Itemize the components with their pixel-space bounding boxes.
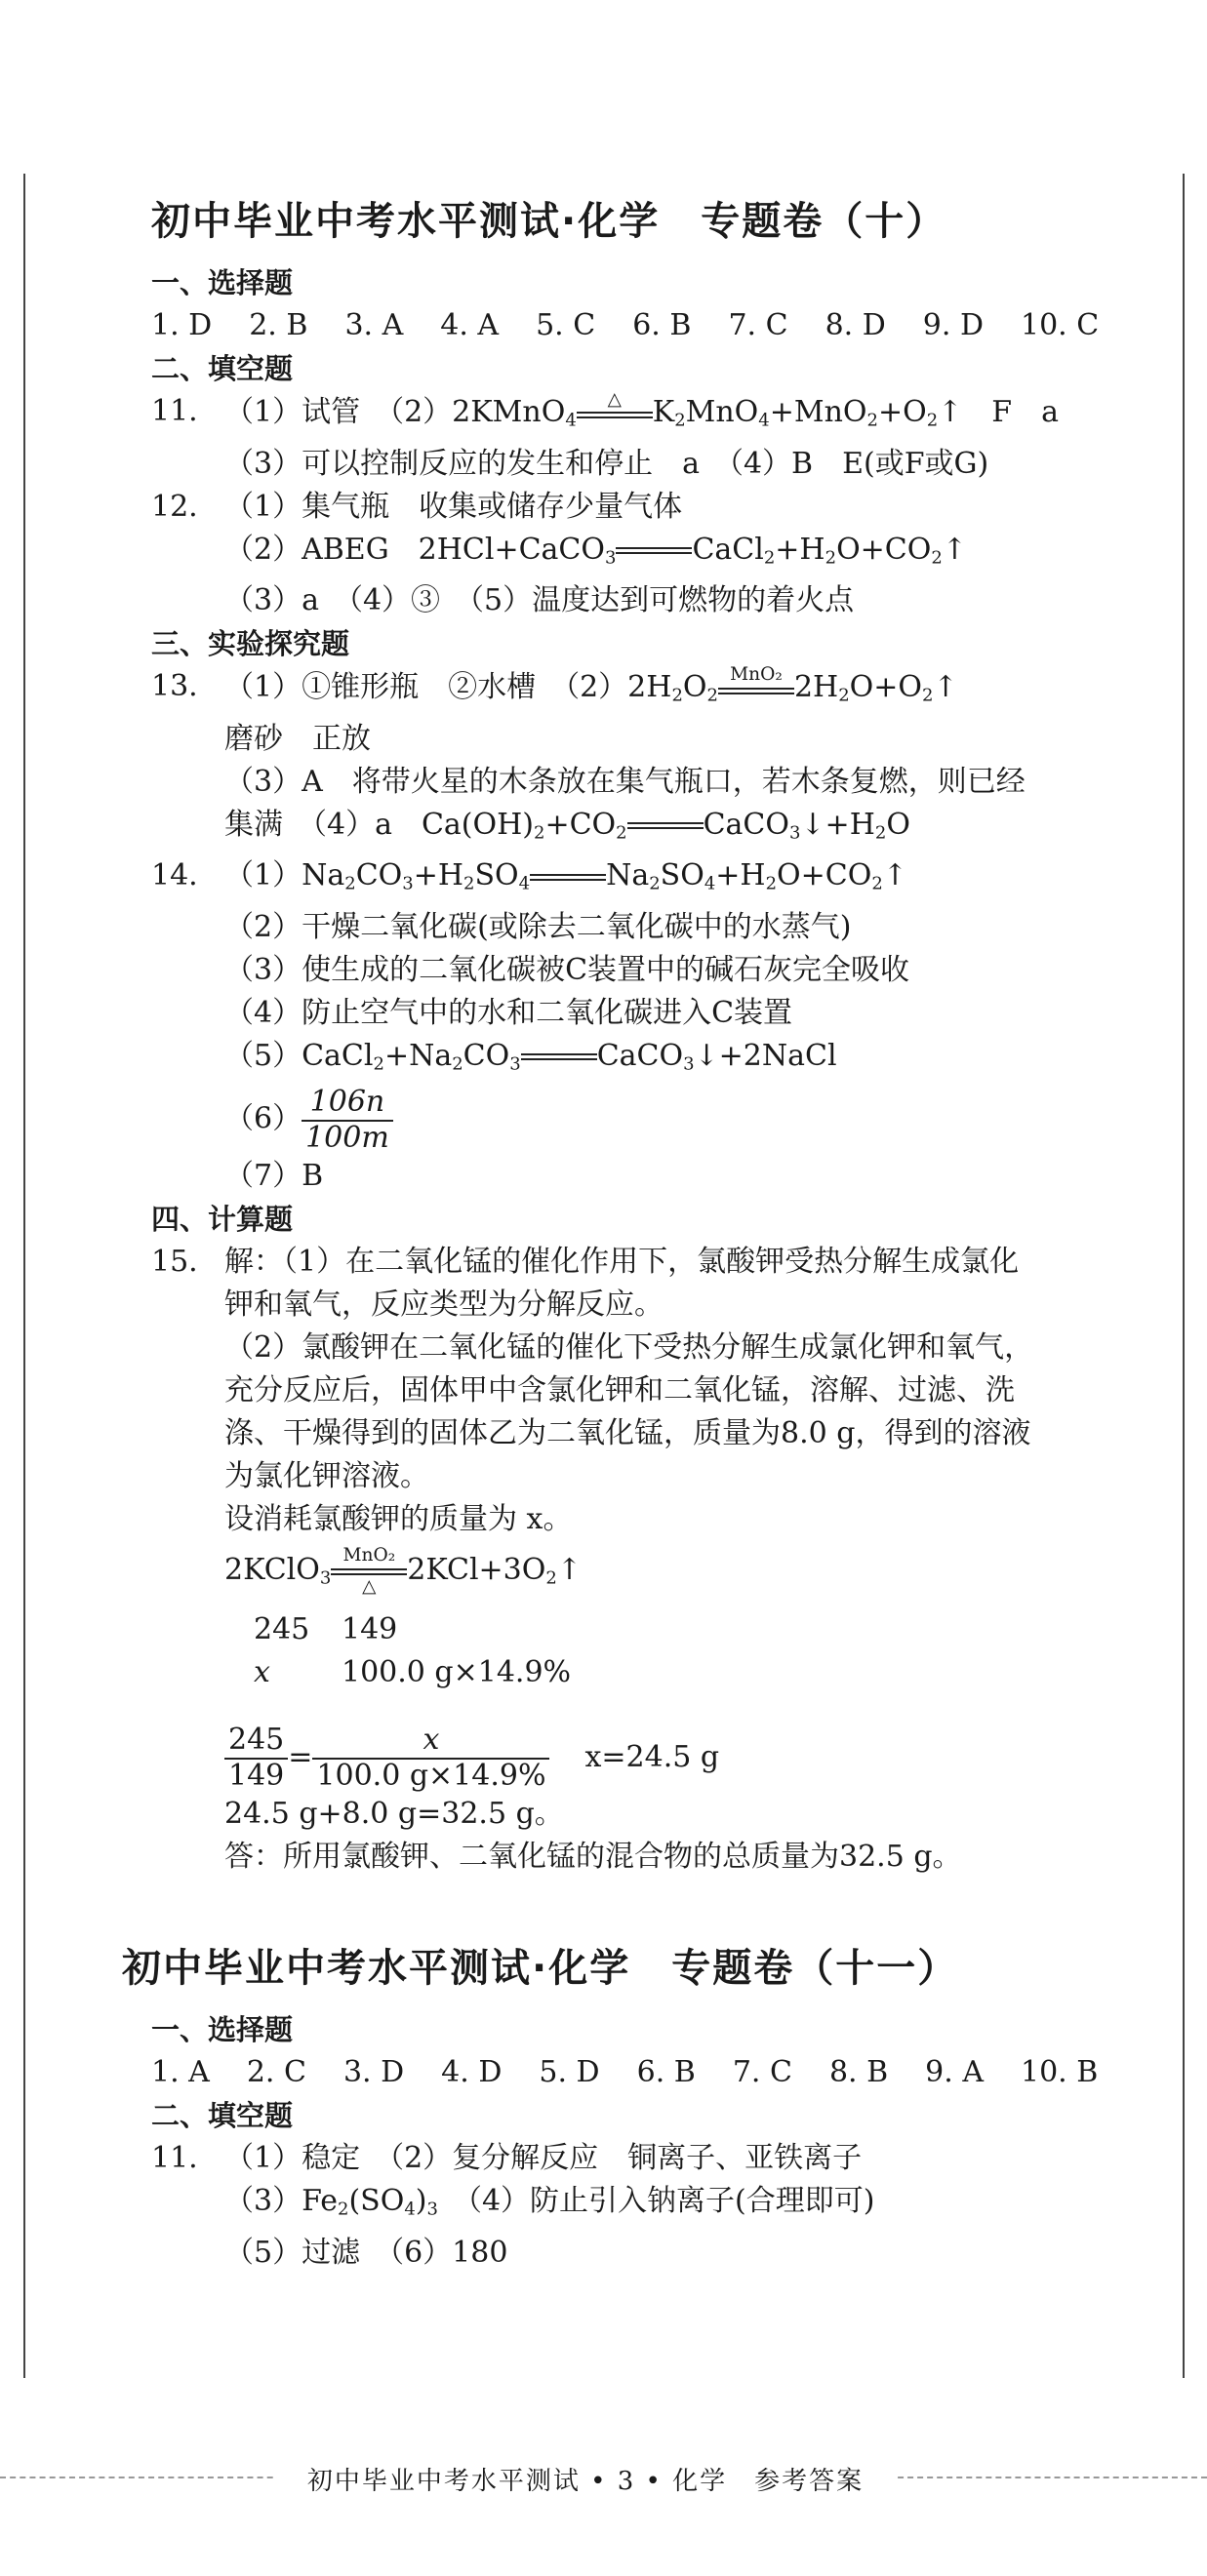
paper-11-title: 初中毕业中考水平测试·化学 专题卷（十一）: [122, 1946, 959, 1992]
p10-q13-line3: （3）A 将带火星的木条放在集气瓶口，若木条复燃，则已经: [224, 764, 1026, 799]
p10-q15-ratio-row1: 245 149: [254, 1611, 398, 1646]
p11-mc-5: 5. D: [539, 2055, 600, 2090]
reaction-equals: [530, 855, 606, 898]
p10-q14: 14. $(1)Na_2CO_3+H_2SO_4$ $Na_2SO_4+H_2O+CO_2↑$ （2）干燥二氧化碳(或除去二氧化碳中的水蒸气) （3）使生成的二氧化碳被C装置中的碱石灰完全吸收 （4）防止空气中的水和二氧化碳进入C装置 $(5)CaCl_2+Na_2CO_3$ CaCO$_3$↓+2NaCl （6） $\frac{106n}{100m}$ （7）B: [151, 854, 1137, 1198]
reaction-equals: [627, 804, 704, 847]
p10-q14-line7: （7）B: [224, 1159, 324, 1194]
paper-10-title: 初中毕业中考水平测试·化学 专题卷（十）: [151, 199, 947, 244]
footer-text: 初中毕业中考水平测试 • 3 • 化学 参考答案: [273, 2461, 898, 2497]
p10-mc-5: 5. C: [536, 308, 596, 342]
p11-mc-7: 7. C: [732, 2055, 792, 2090]
p10-q13-line2: 磨砂 正放: [224, 721, 371, 756]
p10-section-calc: 四、计算题: [151, 1203, 294, 1237]
p11-q11: 11. （1）稳定 （2）复分解反应 铜离子、亚铁离子 $(3)Fe_2(SO_4)_3$ （4）防止引入钠离子(合理即可) （5）过滤 （6）180: [151, 2137, 1137, 2275]
p11-mc-6: 6. B: [636, 2055, 696, 2090]
left-margin-line: [23, 174, 25, 2378]
p10-q14-line6: （6） $\frac{106n}{100m}$: [224, 1086, 1137, 1155]
p10-mc-3: 3. A: [344, 308, 404, 342]
p10-mc-7: 7. C: [728, 308, 788, 342]
p10-section-experiment: 三、实验探究题: [151, 627, 350, 661]
p10-q15-equation: 2KClO$_3$ MnO₂ △ $2KCl+3O_2↑$: [224, 1545, 582, 1597]
fraction: $\frac{x}{100.0 g\times 14.9\%}$: [312, 1724, 549, 1793]
right-margin-line: [1183, 174, 1185, 2378]
p11-q11-line2: $(3)Fe_2(SO_4)_3$ （4）防止引入钠离子(合理即可): [224, 2184, 875, 2220]
p10-q13: 13. （1）①锥形瓶 ②水槽 $(2)2H_2O_2$ MnO₂ $2H_2O+O_2↑$ 磨砂 正放 （3）A 将带火星的木条放在集气瓶口，若木条复燃，则已经 集满 （4）a $Ca(OH)_2+CO_2$ $CaCO_3↓+H_2O$: [151, 665, 1137, 854]
p10-mc-1: 1. D: [151, 308, 213, 342]
p10-q11: 11. （1）试管 （2）2KMnO$_4$ △ $K_2MnO_4+MnO_2+O_2↑$ F a （3）可以控制反应的发生和停止 a （4）B E(或F或G): [151, 390, 1137, 486]
p11-mc-9: 9. A: [925, 2055, 984, 2090]
p10-q12: 12. （1）集气瓶 收集或储存少量气体 （2）ABEG 2HCl+CaCO$_3$ $CaCl_2+H_2O+CO_2↑$ （3）a （4）③ （5）温度达到可燃物的着火点: [151, 486, 1137, 623]
p11-section-fill: 二、填空题: [151, 2099, 294, 2133]
p10-mc-9: 9. D: [922, 308, 984, 342]
p10-section-choice: 一、选择题: [151, 266, 294, 299]
p10-q12-line3: （3）a （4）③ （5）温度达到可燃物的着火点: [224, 583, 855, 618]
p10-q15: 15. 解：（1）在二氧化锰的催化作用下，氯酸钾受热分解生成氯化 钾和氧气，反应类型为分解反应。 （2）氯酸钾在二氧化锰的催化下受热分解生成氯化钾和氧气， 充分反应后，固体甲中含氯化钾和二氧化锰，溶解、过滤、洗 涤、干燥得到的固体乙为二氧化锰，质量为8.0 g，得到的溶液 为氯化钾溶液。 设消耗氯酸钾的质量为 x。 2KClO$_3$ MnO₂ △ $2KCl+3O_2↑$ 245 149 x 100.0 g×14.9% $\frac{245}{149}$ = $\frac{x}{100.0 g\times 14.9\%}$ x=24.5 g 24.5 g+8.0 g=32.5 g。 答：所用氯酸钾、二氧化锰的混合物的总质量为32.5 g。: [151, 1241, 1137, 1879]
p10-mc-6: 6. B: [632, 308, 692, 342]
p10-q12-line1: （1）集气瓶 收集或储存少量气体: [224, 489, 683, 524]
p10-choice-answers: [151, 304, 1137, 347]
p10-q14-line3: （3）使生成的二氧化碳被C装置中的碱石灰完全吸收: [224, 952, 910, 987]
fraction: $\frac{245}{149}$: [224, 1724, 288, 1793]
reaction-equals: [616, 529, 692, 572]
p10-q13-line4: 集满 （4）a $Ca(OH)_2+CO_2$ $CaCO_3↓+H_2O$: [224, 804, 1137, 855]
p11-section-choice: 一、选择题: [151, 2013, 294, 2047]
p10-q12-line2: （2）ABEG 2HCl+CaCO$_3$ $CaCl_2+H_2O+CO_2↑$: [224, 529, 1137, 580]
p10-q11-line2: （3）可以控制反应的发生和停止 a （4）B E(或F或G): [224, 446, 989, 481]
p10-mc-10: 10. C: [1021, 308, 1100, 342]
p11-mc-2: 2. C: [246, 2055, 306, 2090]
answer-content: [122, 190, 1137, 2275]
p11-mc-10: 10. B: [1021, 2055, 1099, 2090]
p11-mc-4: 4. D: [441, 2055, 503, 2090]
p10-section-fill: 二、填空题: [151, 352, 294, 385]
p10-mc-4: 4. A: [440, 308, 500, 342]
p10-q15-ratio-row2: x 100.0 g×14.9%: [254, 1654, 572, 1689]
p11-mc-3: 3. D: [342, 2055, 405, 2090]
p11-mc-8: 8. B: [828, 2055, 889, 2090]
page-footer: [0, 2458, 1207, 2497]
p11-mc-1: 1. A: [151, 2055, 210, 2090]
p10-mc-2: 2. B: [249, 308, 308, 342]
fraction: $\frac{106n}{100m}$: [302, 1086, 393, 1155]
p11-choice-answers: [151, 2051, 1137, 2094]
reaction-condition: MnO₂: [718, 665, 794, 712]
reaction-condition: △: [577, 390, 653, 437]
p10-q14-line4: （4）防止空气中的水和二氧化碳进入C装置: [224, 995, 793, 1030]
p10-q11-line1: （1）试管 （2）2KMnO$_4$ △ $K_2MnO_4+MnO_2+O_2↑$ F a: [224, 390, 1137, 443]
p10-q15-proportion: $\frac{245}{149}$ = $\frac{x}{100.0 g\times 14.9\%}$ x=24.5 g: [224, 1724, 1137, 1794]
p10-q14-line5: $(5)CaCl_2+Na_2CO_3$ CaCO$_3$↓+2NaCl: [224, 1035, 1137, 1087]
p10-q14-line1: $(1)Na_2CO_3+H_2SO_4$ $Na_2SO_4+H_2O+CO_2↑$: [224, 854, 1137, 906]
p10-q14-line2: （2）干燥二氧化碳(或除去二氧化碳中的水蒸气): [224, 909, 852, 944]
reaction-condition: MnO₂ △: [331, 1546, 407, 1597]
p10-mc-8: 8. D: [825, 308, 886, 342]
p10-q13-line1: （1）①锥形瓶 ②水槽 $(2)2H_2O_2$ MnO₂ $2H_2O+O_2↑$: [224, 665, 1137, 718]
reaction-equals: [521, 1035, 597, 1078]
